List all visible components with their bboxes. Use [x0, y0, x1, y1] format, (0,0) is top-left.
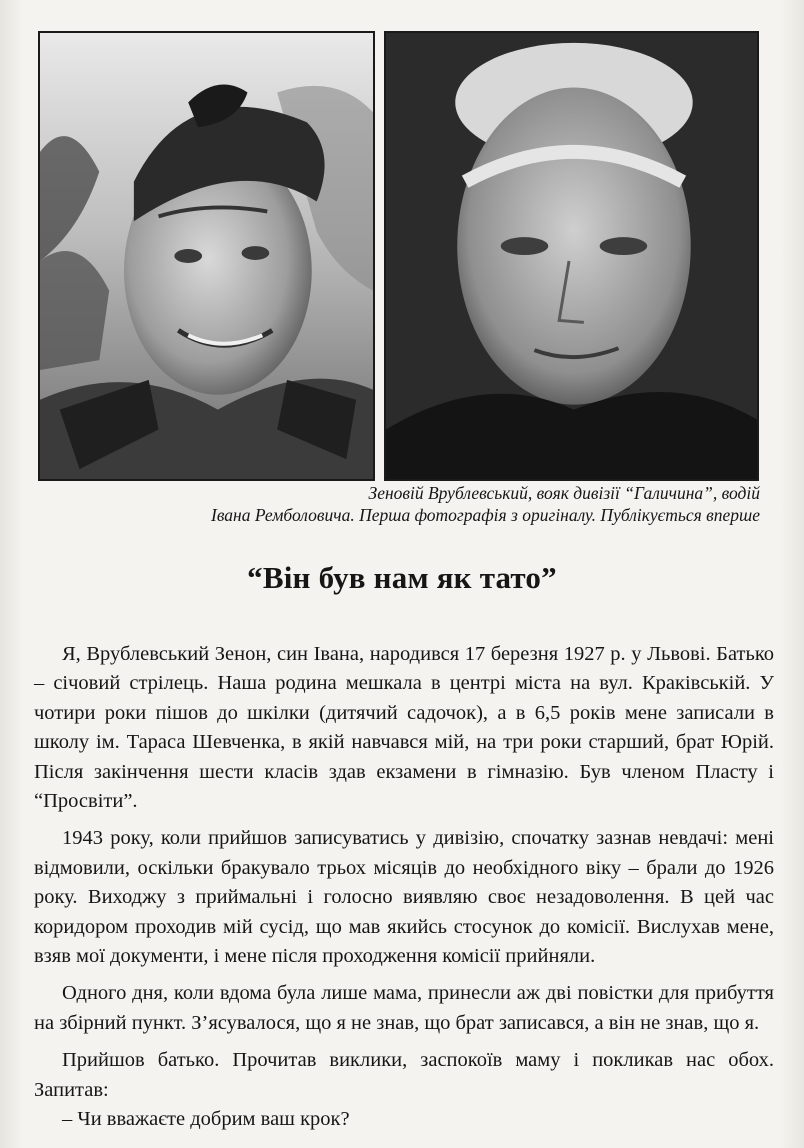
paragraph-5: – Чи вважаєте добрим ваш крок? [62, 1108, 350, 1131]
paragraph-1: Я, Врублевський Зенон, син Івана, народився 17 березня 1927 р. у Львові. Батько – січовий стрілець. Наша родина мешкала в центрі міста на вул. Краківській. У чотири роки пішов до шкілки (дитячий садочок), а в 6,5 років мене записали в школу ім. Тараса Шевченка, в якій навчався мій, на три роки старший, брат Юрій. Після закінчення шести класів здав екзамени в гімназію. Був членом Пласту і “Просвіти”. [34, 643, 774, 813]
article-body [34, 640, 774, 1135]
soldier-photo-image [40, 33, 373, 479]
soldier-photo [38, 31, 375, 481]
article-title: “Він був нам як тато” [247, 560, 557, 595]
paragraph-2: 1943 року, коли прийшов записуватись у дивізію, спочатку зазнав невдачі: мені відмовили, оскільки бракувало трьох місяців до необхідного віку – брали до 1926 року. Виходжу з приймальні і голосно виявляю своє незадоволення. В цей час коридором проходив мій сусід, що мав якийсь стосунок до комісії. Вислухав мене, взяв мої документи, і мене після проходження комісії прийняли. [34, 827, 774, 968]
caption-line-1: Зеновій Врублевський, вояк дивізії “Галичина”, водій [368, 483, 760, 503]
photo-caption [120, 482, 760, 526]
elderly-portrait-photo [384, 31, 759, 481]
paragraph-3: Одного дня, коли вдома була лише мама, принесли аж дві повістки для прибуття на збірний пункт. З’ясувалося, що я не знав, що брат записався, а він не знав, що я. [34, 982, 774, 1034]
elderly-portrait-image [386, 33, 757, 479]
caption-line-2: Івана Ремболовича. Перша фотографія з оригіналу. Публікується вперше [211, 505, 760, 525]
paragraph-4: Прийшов батько. Прочитав виклики, заспокоїв маму і покликав нас обох. Запитав: [34, 1049, 774, 1101]
